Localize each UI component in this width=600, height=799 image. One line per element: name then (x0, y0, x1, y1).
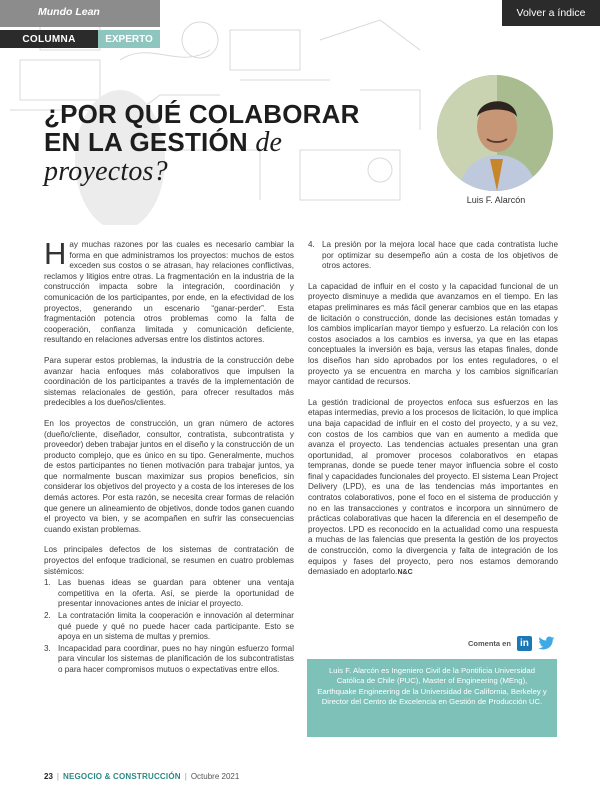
share-bar (468, 636, 555, 651)
section-name: Mundo Lean (38, 6, 100, 18)
twitter-icon[interactable] (538, 636, 555, 651)
paragraph-text: La gestión tradicional de proyectos enfoca sus esfuerzos en las etapas intermedias, previo a los procesos de licitación, lo que implica una baja capacidad de influir en el costo del proyecto, y a su vez, con costos de los cambios que van en aumento a medida que avanza el proyecto. Las tendencias actuales presentan una gran oportunidad, al promover procesos colaborativos en etapas tempranas, donde se puede tener mayor influencia sobre el costo final y capacidades funcionales del proyecto. El sistema Lean Project Delivery (LPD), es una de las tendencias más importantes en contratos colaborativos, pone el foco en el sistema de producción y no en las transacciones y contratos e incorpora un sinnúmero de prácticas colaborativas que hacen la diferencia en el desempeño de proyectos. LPD es reconocido en la actualidad como una respuesta a muchas de las falencias que presenta la gestión de los proyectos de construcción, como la divergencia y falta de integración de los equipos y fases del proyecto, pero nos estamos demorando demasiado en adoptarlo. (308, 397, 558, 577)
page-number: 23 (44, 772, 53, 781)
issue-date: Octubre 2021 (190, 772, 240, 781)
article-title (44, 100, 374, 186)
paragraph-text: ay muchas razones por las cuales es necesario cambiar la forma en que administramos los proyectos: muchos de estos exceden sus costos o se atrasan, hay relaciones conflictivas, reclamos y litigios entre otras. La fragmentación en la industria de la construcción impacta sobre la integración, coordinación y comunicación de los participantes, por ende, en la efectividad de los proyectos, generando un escenario “ganar-perder”. Esta fragmentación potencia otros problemas como la falta de cooperación, confianza limitada y comunicación deficiente, resultando en relaciones adversas entre los distintos actores. (44, 240, 294, 345)
title-line3-italic: proyectos? (44, 156, 168, 187)
paragraph: En los proyectos de construcción, un gran número de actores (dueño/cliente, diseñador, consultor, contratista, subcontratista y proveedor) deben trabajar juntos en el diseño y la construcción de un producto complejo, que es único en su tipo. Generalmente, muchos de estos participantes no tienen motivación para trabajar juntos, ya que normalmente buscan maximizar sus propios beneficios, sin considerar los objetivos del proyecto y a costa de los intereses de los demás actores. Por esta razón, se necesita crear formas de relación que genere un alineamiento de objetivos, donde todos ganen cuando el proyecto va bien, y se acompañen en sufrir las consecuencias cuando existan problemas. (44, 418, 294, 534)
author-bio: Luis F. Alarcón es Ingeniero Civil de la Pontificia Universidad Católica de Chile (PUC), Master of Engineering (MEng), Earthquake Engineering de la Universidad de California, Berkeley y Director del Centro de Excelencia en Gestión de Producción UC. (317, 666, 547, 707)
article-column-left (44, 236, 294, 677)
paragraph: Los principales defectos de los sistemas de contratación de proyectos del enfoque tradicional, se resumen en cuatro problemas sistémicos: (44, 545, 294, 576)
end-mark: N&C (397, 569, 413, 577)
list-item: 3. Incapacidad para coordinar, pues no hay ningún esfuerzo formal para vincular los sistemas de planificación de los subcontratistas o para hacer compromisos mutuos o expectativas entre ellos. (44, 643, 294, 674)
share-label: Comenta en (468, 639, 511, 648)
paragraph (308, 398, 558, 579)
dropcap: H (44, 236, 67, 271)
author-portrait-icon (437, 75, 553, 191)
title-line2-bold: EN LA GESTIÓN (44, 127, 248, 157)
expert-label: EXPERTO (98, 30, 160, 48)
footer-separator: | (56, 772, 59, 781)
list-item: 4. La presión por la mejora local hace que cada contratista luche por optimizar su desempeño aún a costa de los objetivos de otros actores. (308, 240, 558, 271)
author-photo (437, 75, 553, 191)
page-footer (44, 772, 239, 781)
section-tag (0, 0, 160, 27)
back-to-index-button[interactable]: Volver a índice (502, 0, 600, 26)
problems-list (44, 578, 294, 675)
author-bio-box (307, 659, 557, 737)
title-line2-italic: de (255, 127, 283, 158)
article-column-right (308, 240, 558, 589)
paragraph: Para superar estos problemas, la industria de la construcción debe avanzar hacia enfoques más colaborativos que impulsen la coordinación de los participantes a través de la implementación de sistemas relacionales de gestión, para ofrecer resultados más predecibles a los dueños/clientes. (44, 355, 294, 408)
list-item: 1. Las buenas ideas se guardan para obtener una ventaja competitiva en la oferta. Así, se pierde la oportunidad de presentar innovaciones antes de iniciar el proyecto. (44, 578, 294, 609)
linkedin-icon[interactable]: in (517, 636, 532, 651)
magazine-brand: NEGOCIO & CONSTRUCCIÓN (62, 772, 181, 781)
list-item: 2. La contratación limita la cooperación e innovación al determinar qué puede y qué no puede hacer cada participante. Esto se apoya en un sistema de multas y premios. (44, 611, 294, 642)
title-line1: ¿POR QUÉ COLABORAR (44, 99, 360, 129)
paragraph: La capacidad de influir en el costo y la capacidad funcional de un proyecto disminuye a medida que avanzamos en el tiempo. En las etapas preliminares es más fácil generar cambios que en las etapas de licitación o construcción, donde las decisiones están tomadas y los cambios implicarían mayor tiempo y esfuerzo. La relación con los costos asociados a los cambios es inversa, ya que en las etapas conceptuales la inversión es baja, versus las etapas finales, donde los diseños han sido aprobados por los entes reguladores, o el proyecto ya se encuentra en marcha y los cambios significarían mayor cantidad de recursos. (308, 281, 558, 387)
problems-list-continued (308, 240, 558, 272)
paragraph (44, 236, 294, 346)
column-label: COLUMNA (0, 30, 98, 48)
footer-separator: | (184, 772, 187, 781)
author-name: Luis F. Alarcón (466, 195, 526, 205)
